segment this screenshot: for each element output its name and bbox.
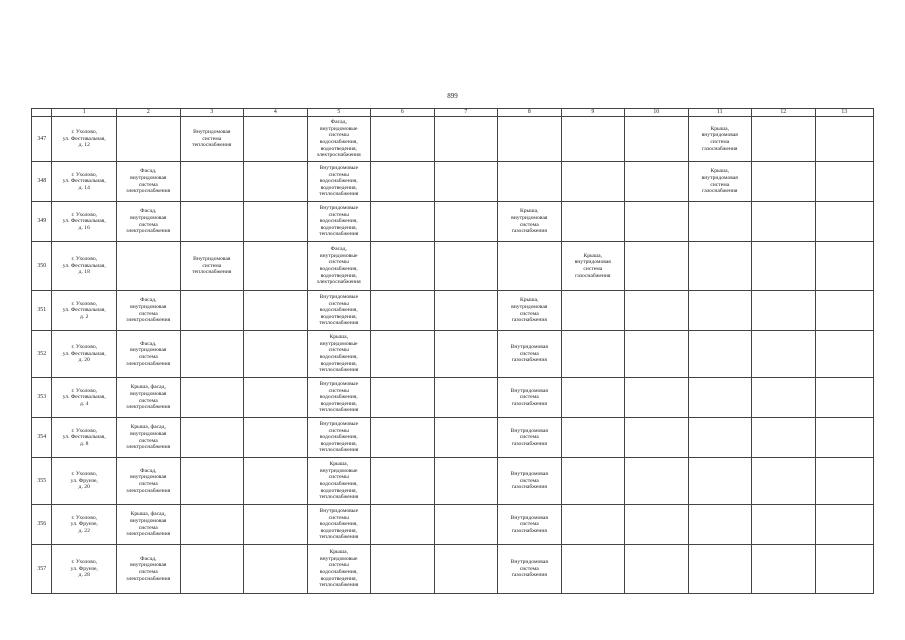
row-number: 348: [32, 162, 52, 202]
work-cell-col-5: Фасад, внутридомовые системы водоснабжения, водоотведения, электроснабжения: [307, 117, 371, 162]
column-header: 7: [434, 109, 498, 117]
work-cell-col-3: [180, 331, 244, 378]
work-cell-col-4: [244, 202, 308, 242]
work-cell-col-11: Крыша, внутридомовая система газоснабжения: [688, 162, 752, 202]
work-cell-col-11: Крыша, внутридомовая система газоснабжения: [688, 117, 752, 162]
table-row: [32, 505, 874, 545]
work-cell-col-2: Фасад, внутридомовая система электроснабжения: [117, 458, 181, 505]
work-cell-col-10: [625, 378, 689, 418]
work-cell-col-9: [561, 418, 625, 458]
row-number: 353: [32, 378, 52, 418]
table-row: [32, 418, 874, 458]
work-cell-col-9: [561, 117, 625, 162]
work-cell-col-13: [815, 242, 873, 291]
work-cell-col-8: Внутридомовая система газоснабжения: [498, 418, 562, 458]
work-cell-col-11: [688, 545, 752, 594]
column-header: 8: [498, 109, 562, 117]
work-cell-col-2: Фасад, внутридомовая система электроснабжения: [117, 545, 181, 594]
work-cell-col-9: [561, 202, 625, 242]
work-cell-col-12: [752, 331, 816, 378]
work-cell-col-2: Фасад, внутридомовая система электроснабжения: [117, 162, 181, 202]
work-cell-col-7: [434, 117, 498, 162]
table-row: [32, 458, 874, 505]
address-cell: г. Ухолово, ул. Фестивальная, д. 8: [52, 418, 117, 458]
work-cell-col-12: [752, 242, 816, 291]
work-cell-col-8: Внутридомовая система газоснабжения: [498, 545, 562, 594]
column-header: 9: [561, 109, 625, 117]
column-header: 3: [180, 109, 244, 117]
repair-schedule-table: [31, 108, 874, 594]
row-number: 357: [32, 545, 52, 594]
column-header: 13: [815, 109, 873, 117]
work-cell-col-10: [625, 458, 689, 505]
work-cell-col-4: [244, 291, 308, 331]
work-cell-col-7: [434, 202, 498, 242]
work-cell-col-10: [625, 202, 689, 242]
column-header: 1: [52, 109, 117, 117]
work-cell-col-5: Внутридомовые системы водоснабжения, водоотведения, теплоснабжения: [307, 418, 371, 458]
work-cell-col-11: [688, 242, 752, 291]
work-cell-col-4: [244, 505, 308, 545]
address-cell: г. Ухолово, ул. Фрунзе, д. 28: [52, 545, 117, 594]
column-header: 2: [117, 109, 181, 117]
work-cell-col-9: [561, 545, 625, 594]
address-cell: г. Ухолово, ул. Фрунзе, д. 20: [52, 458, 117, 505]
work-cell-col-6: [371, 242, 435, 291]
table-row: [32, 331, 874, 378]
work-cell-col-9: [561, 378, 625, 418]
work-cell-col-11: [688, 418, 752, 458]
row-number: 354: [32, 418, 52, 458]
table-row: [32, 291, 874, 331]
work-cell-col-6: [371, 418, 435, 458]
work-cell-col-6: [371, 202, 435, 242]
work-cell-col-10: [625, 242, 689, 291]
work-cell-col-11: [688, 378, 752, 418]
work-cell-col-9: Крыша, внутридомовая система газоснабжения: [561, 242, 625, 291]
work-cell-col-8: [498, 117, 562, 162]
work-cell-col-7: [434, 162, 498, 202]
work-cell-col-12: [752, 202, 816, 242]
work-cell-col-13: [815, 378, 873, 418]
work-cell-col-10: [625, 545, 689, 594]
work-cell-col-13: [815, 162, 873, 202]
work-cell-col-2: Крыша, фасад, внутридомовая система электроснабжения: [117, 418, 181, 458]
work-cell-col-8: Внутридомовая система газоснабжения: [498, 331, 562, 378]
work-cell-col-8: [498, 242, 562, 291]
work-cell-col-5: Крыша, внутридомовые системы водоснабжения, водоотведения, теплоснабжения: [307, 458, 371, 505]
work-cell-col-7: [434, 242, 498, 291]
work-cell-col-13: [815, 291, 873, 331]
work-cell-col-3: Внутридомовая система теплоснабжения: [180, 242, 244, 291]
work-cell-col-5: Крыша, внутридомовые системы водоснабжения, водоотведения, теплоснабжения: [307, 545, 371, 594]
row-number: 356: [32, 505, 52, 545]
work-cell-col-13: [815, 117, 873, 162]
address-cell: г. Ухолово, ул. Фестивальная, д. 12: [52, 117, 117, 162]
work-cell-col-10: [625, 117, 689, 162]
work-cell-col-12: [752, 378, 816, 418]
column-header-blank: [32, 109, 52, 117]
work-cell-col-8: Внутридомовая система газоснабжения: [498, 505, 562, 545]
work-cell-col-4: [244, 331, 308, 378]
address-cell: г. Ухолово, ул. Фестивальная, д. 2: [52, 291, 117, 331]
table-row: [32, 545, 874, 594]
work-cell-col-2: Фасад, внутридомовая система электроснабжения: [117, 331, 181, 378]
work-cell-col-9: [561, 505, 625, 545]
work-cell-col-5: Внутридомовые системы водоснабжения, водоотведения, теплоснабжения: [307, 202, 371, 242]
work-cell-col-3: [180, 545, 244, 594]
row-number: 355: [32, 458, 52, 505]
work-cell-col-8: Внутридомовая система газоснабжения: [498, 458, 562, 505]
work-cell-col-12: [752, 117, 816, 162]
work-cell-col-13: [815, 505, 873, 545]
work-cell-col-8: [498, 162, 562, 202]
work-cell-col-6: [371, 545, 435, 594]
work-cell-col-4: [244, 418, 308, 458]
work-cell-col-10: [625, 291, 689, 331]
work-cell-col-3: [180, 418, 244, 458]
work-cell-col-9: [561, 291, 625, 331]
work-cell-col-5: Фасад, внутридомовые системы водоснабжения, водоотведения, электроснабжения: [307, 242, 371, 291]
work-cell-col-4: [244, 545, 308, 594]
work-cell-col-5: Внутридомовые системы водоснабжения, водоотведения, теплоснабжения: [307, 291, 371, 331]
work-cell-col-6: [371, 291, 435, 331]
column-header: 5: [307, 109, 371, 117]
column-header: 4: [244, 109, 308, 117]
work-cell-col-11: [688, 505, 752, 545]
work-cell-col-6: [371, 458, 435, 505]
work-cell-col-12: [752, 291, 816, 331]
work-cell-col-12: [752, 418, 816, 458]
work-cell-col-8: Внутридомовая система газоснабжения: [498, 378, 562, 418]
work-cell-col-8: Крыша, внутридомовая система газоснабжения: [498, 202, 562, 242]
column-number-row: [32, 109, 874, 117]
work-cell-col-7: [434, 418, 498, 458]
work-cell-col-12: [752, 545, 816, 594]
address-cell: г. Ухолово, ул. Фрунзе, д. 22: [52, 505, 117, 545]
column-header: 12: [752, 109, 816, 117]
work-cell-col-11: [688, 458, 752, 505]
work-cell-col-5: Внутридомовые системы водоснабжения, водоотведения, теплоснабжения: [307, 505, 371, 545]
work-cell-col-10: [625, 331, 689, 378]
work-cell-col-2: [117, 242, 181, 291]
work-cell-col-4: [244, 378, 308, 418]
work-cell-col-7: [434, 505, 498, 545]
column-header: 10: [625, 109, 689, 117]
work-cell-col-13: [815, 202, 873, 242]
work-cell-col-3: [180, 202, 244, 242]
work-cell-col-11: [688, 291, 752, 331]
work-cell-col-2: Крыша, фасад, внутридомовая система электроснабжения: [117, 378, 181, 418]
address-cell: г. Ухолово, ул. Фестивальная, д. 18: [52, 242, 117, 291]
address-cell: г. Ухолово, ул. Фестивальная, д. 20: [52, 331, 117, 378]
work-cell-col-7: [434, 291, 498, 331]
work-cell-col-13: [815, 458, 873, 505]
table-row: [32, 242, 874, 291]
work-cell-col-7: [434, 545, 498, 594]
row-number: 349: [32, 202, 52, 242]
address-cell: г. Ухолово, ул. Фестивальная, д. 4: [52, 378, 117, 418]
work-cell-col-3: Внутридомовая система теплоснабжения: [180, 117, 244, 162]
work-cell-col-6: [371, 378, 435, 418]
work-cell-col-13: [815, 545, 873, 594]
address-cell: г. Ухолово, ул. Фестивальная, д. 14: [52, 162, 117, 202]
work-cell-col-12: [752, 458, 816, 505]
work-cell-col-8: Крыша, внутридомовая система газоснабжения: [498, 291, 562, 331]
work-cell-col-4: [244, 458, 308, 505]
address-cell: г. Ухолово, ул. Фестивальная, д. 16: [52, 202, 117, 242]
row-number: 351: [32, 291, 52, 331]
work-cell-col-4: [244, 242, 308, 291]
row-number: 350: [32, 242, 52, 291]
work-cell-col-11: [688, 202, 752, 242]
row-number: 347: [32, 117, 52, 162]
work-cell-col-11: [688, 331, 752, 378]
work-cell-col-6: [371, 117, 435, 162]
work-cell-col-5: Крыша, внутридомовые системы водоснабжения, водоотведения, теплоснабжения: [307, 331, 371, 378]
column-header: 6: [371, 109, 435, 117]
work-cell-col-7: [434, 378, 498, 418]
work-cell-col-10: [625, 505, 689, 545]
page-number: 899: [447, 92, 458, 100]
work-cell-col-6: [371, 331, 435, 378]
work-cell-col-3: [180, 162, 244, 202]
work-cell-col-5: Внутридомовые системы водоснабжения, водоотведения, теплоснабжения: [307, 378, 371, 418]
work-cell-col-9: [561, 162, 625, 202]
work-cell-col-12: [752, 162, 816, 202]
column-header: 11: [688, 109, 752, 117]
work-cell-col-13: [815, 331, 873, 378]
work-cell-col-3: [180, 291, 244, 331]
work-cell-col-6: [371, 505, 435, 545]
work-cell-col-9: [561, 331, 625, 378]
work-cell-col-2: Фасад, внутридомовая система электроснабжения: [117, 202, 181, 242]
work-cell-col-10: [625, 162, 689, 202]
work-cell-col-9: [561, 458, 625, 505]
work-cell-col-3: [180, 505, 244, 545]
work-cell-col-2: [117, 117, 181, 162]
work-cell-col-4: [244, 117, 308, 162]
table-row: [32, 117, 874, 162]
work-cell-col-12: [752, 505, 816, 545]
work-cell-col-6: [371, 162, 435, 202]
work-cell-col-3: [180, 378, 244, 418]
table-row: [32, 378, 874, 418]
work-cell-col-13: [815, 418, 873, 458]
table-row: [32, 202, 874, 242]
work-cell-col-5: Внутридомовые системы водоснабжения, водоотведения, теплоснабжения: [307, 162, 371, 202]
work-cell-col-3: [180, 458, 244, 505]
row-number: 352: [32, 331, 52, 378]
work-cell-col-2: Крыша, фасад, внутридомовая система электроснабжения: [117, 505, 181, 545]
work-cell-col-7: [434, 331, 498, 378]
work-cell-col-2: Фасад, внутридомовая система электроснабжения: [117, 291, 181, 331]
work-cell-col-10: [625, 418, 689, 458]
table-row: [32, 162, 874, 202]
work-cell-col-4: [244, 162, 308, 202]
work-cell-col-7: [434, 458, 498, 505]
